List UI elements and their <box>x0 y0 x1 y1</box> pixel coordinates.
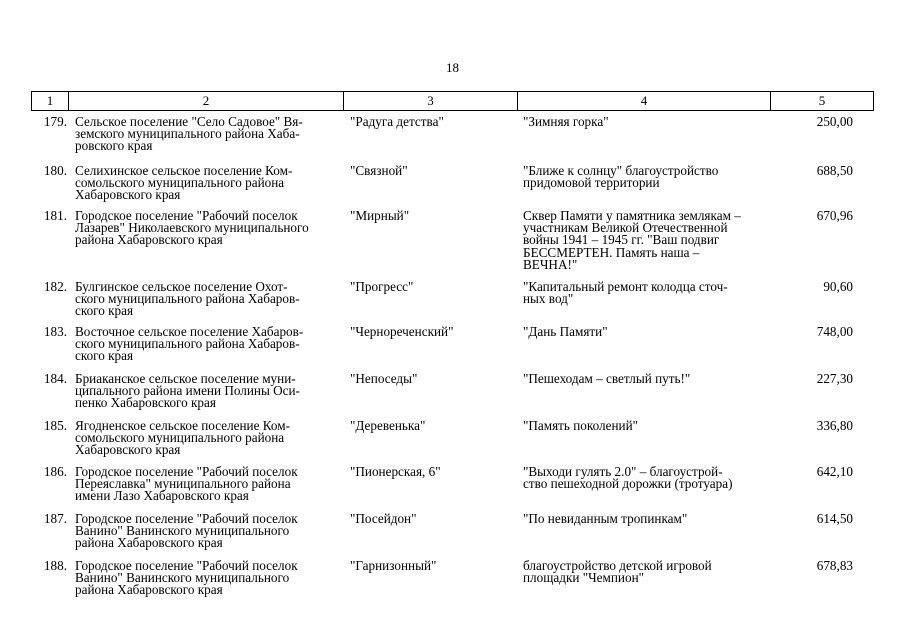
table-row <box>31 326 873 373</box>
row-number: 187. <box>43 511 67 526</box>
amount: 227,30 <box>816 371 853 386</box>
table-row <box>31 373 873 420</box>
project-name: благоустройство детской игровой площадки "Чемпион" <box>523 558 712 586</box>
amount: 614,50 <box>816 511 853 526</box>
tos-name: "Мирный" <box>350 208 410 223</box>
project-name: "Память поколений" <box>523 418 639 433</box>
settlement-name: Сельское поселение "Село Садовое" Вя- земского муниципального района Хаба- ровского края <box>75 114 303 154</box>
project-name: "Пешеходам – светлый путь!" <box>523 371 691 386</box>
amount: 250,00 <box>816 114 853 129</box>
project-name: Сквер Памяти у памятника землякам – участникам Великой Отечественной войны 1941 – 1945 гг. "Ваш подвиг БЕССМЕРТЕН. Память наша – ВЕЧНА!" <box>523 208 741 272</box>
settlement-name: Городское поселение "Рабочий поселок Переяславка" муниципального района имени Лазо Хабаровского края <box>75 464 298 504</box>
tos-name: "Гарнизонный" <box>350 558 437 573</box>
table-body <box>31 116 873 604</box>
amount: 670,96 <box>816 208 853 223</box>
project-name: "Ближе к солнцу" благоустройство придомовой территории <box>523 163 719 191</box>
column-header-row <box>32 92 874 111</box>
row-number: 188. <box>43 558 67 573</box>
amount: 678,83 <box>816 558 853 573</box>
settlement-name: Городское поселение "Рабочий поселок Ванино" Ванинского муниципального района Хабаровского края <box>75 511 298 551</box>
settlement-name: Селихинское сельское поселение Ком- сомольского муниципального района Хабаровского края <box>75 163 293 203</box>
row-number: 185. <box>43 418 67 433</box>
table-row <box>31 560 873 604</box>
table-row <box>31 281 873 326</box>
column-header-table <box>31 91 874 111</box>
tos-name: "Посейдон" <box>350 511 417 526</box>
settlement-name: Восточное сельское поселение Хабаров- ского муниципального района Хабаров- ского края <box>75 324 304 364</box>
settlement-name: Ягодненское сельское поселение Ком- сомольского муниципального района Хабаровского края <box>75 418 290 458</box>
row-number: 186. <box>43 464 67 479</box>
amount: 642,10 <box>816 464 853 479</box>
tos-name: "Деревенька" <box>350 418 426 433</box>
column-header-4: 4 <box>518 92 771 111</box>
table-row <box>31 210 873 281</box>
row-number: 184. <box>43 371 67 386</box>
settlement-name: Бриаканское сельское поселение муни- ципального района имени Полины Оси- пенко Хабаровского края <box>75 371 300 411</box>
table-row <box>31 466 873 513</box>
row-number: 183. <box>43 324 67 339</box>
tos-name: "Пионерская, 6" <box>350 464 441 479</box>
tos-name: "Чернореченский" <box>350 324 454 339</box>
row-number: 181. <box>43 208 67 223</box>
column-header-2: 2 <box>69 92 344 111</box>
table-row <box>31 420 873 466</box>
row-number: 182. <box>43 279 67 294</box>
table-row <box>31 116 873 165</box>
project-name: "По невиданным тропинкам" <box>523 511 688 526</box>
row-number: 180. <box>43 163 67 178</box>
tos-name: "Непоседы" <box>350 371 418 386</box>
table-row <box>31 513 873 560</box>
settlement-name: Городское поселение "Рабочий поселок Ванино" Ванинского муниципального района Хабаровского края <box>75 558 298 598</box>
row-number: 179. <box>43 114 67 129</box>
project-name: "Дань Памяти" <box>523 324 608 339</box>
amount: 748,00 <box>816 324 853 339</box>
settlement-name: Булгинское сельское поселение Охот- ского муниципального района Хабаров- ского края <box>75 279 300 319</box>
column-header-3: 3 <box>344 92 518 111</box>
column-header-1: 1 <box>32 92 69 111</box>
amount: 90,60 <box>823 279 853 294</box>
project-name: "Капитальный ремонт колодца сточ- ных вод" <box>523 279 728 307</box>
tos-name: "Радуга детства" <box>350 114 444 129</box>
amount: 688,50 <box>816 163 853 178</box>
table-row <box>31 165 873 210</box>
page-number: 18 <box>446 60 459 75</box>
tos-name: "Связной" <box>350 163 408 178</box>
tos-name: "Прогресс" <box>350 279 414 294</box>
project-name: "Выходи гулять 2.0" – благоустрой- ство пешеходной дорожки (тротуара) <box>523 464 733 492</box>
amount: 336,80 <box>816 418 853 433</box>
column-header-5: 5 <box>771 92 874 111</box>
project-name: "Зимняя горка" <box>523 114 609 129</box>
settlement-name: Городское поселение "Рабочий поселок Лазарев" Николаевского муниципального района Хабаровского края <box>75 208 309 248</box>
